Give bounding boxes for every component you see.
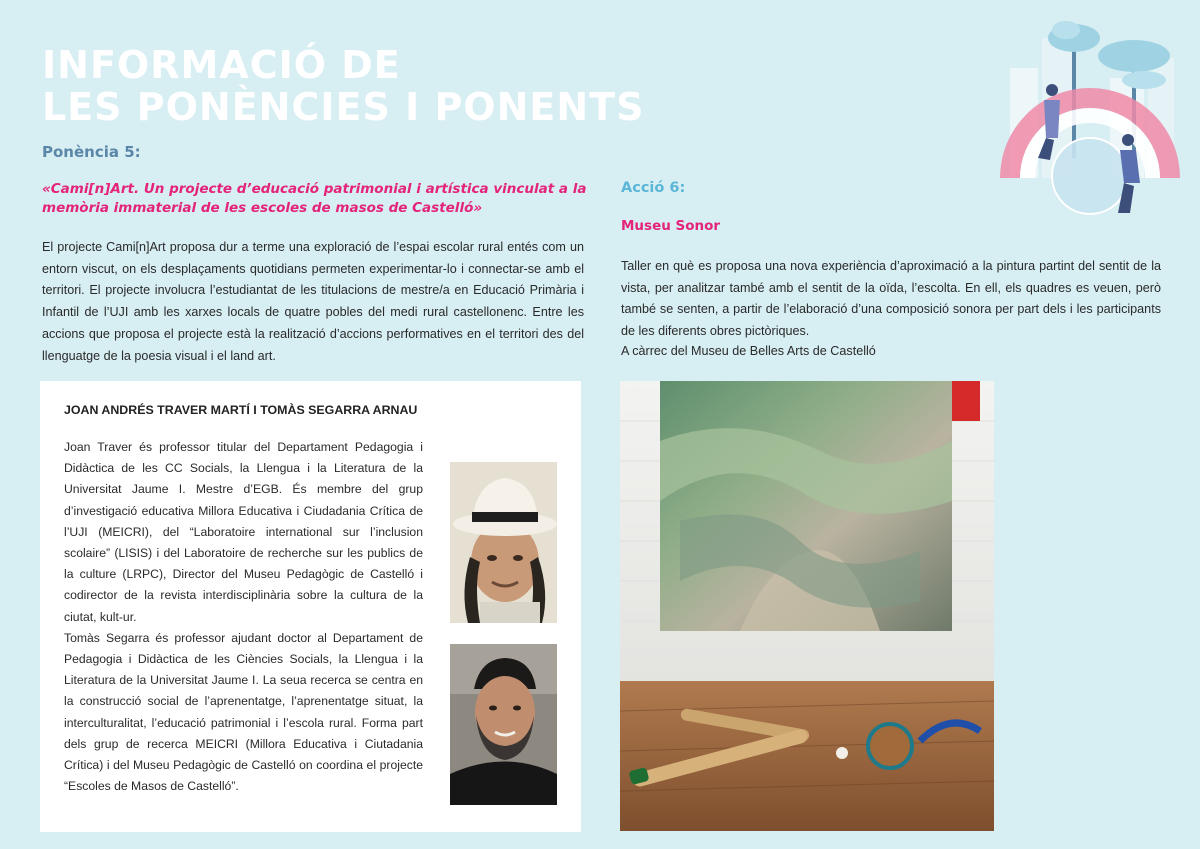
museum-painting-photo bbox=[620, 381, 994, 831]
page-title-line-2: LES PONÈNCIES I PONENTS bbox=[42, 85, 645, 129]
speaker-photo-segarra bbox=[450, 644, 557, 805]
speakers-bio-box bbox=[40, 381, 581, 832]
accio-title: Museu Sonor bbox=[621, 218, 721, 234]
speakers-bio-text bbox=[64, 437, 423, 797]
bio-paragraph-segarra: Tomàs Segarra és professor ajudant doctor al Departament de Pedagogia i Didàctica de les Ciències Socials, la Llengua i la Literatura de la Universitat Jaume I. La seua recerca se centra en la construcció social de l’aprenentatge, l’aprenentatge situat, la interculturalitat, l’educació patrimonial i l’escola rural. Forma part dels grup de recerca MEICRI (Millora Educativa i Ciutadania Crítica) i del Museu Pedagògic de Castelló on coordina el projecte “Escoles de Masos de Castelló”. bbox=[64, 630, 423, 794]
decorative-illustration bbox=[990, 8, 1190, 228]
bio-paragraph-traver: Joan Traver és professor titular del Departament Pedagogia i Didàctica de les CC Socials, la Llengua i la Literatura de la Universitat Jaume I. Mestre d’EGB. És membre del grup d’investigació educativa Millora Educativa i Ciudadania Crítica de l’UJI (MEICRI), del “Laboratoire international sur l’inclusion scolaire” (LISIS) i del Laboratoire de recherche sur les publics de la culture (LRPC), Director del Museu Pedagògic de Castelló i codirector de la revista interdisciplinària sobre la cultura de la ciutat, kult-ur. bbox=[64, 440, 423, 624]
speaker-photo-traver bbox=[450, 462, 557, 623]
page-title bbox=[42, 44, 644, 128]
speakers-heading: JOAN ANDRÉS TRAVER MARTÍ I TOMÀS SEGARRA ARNAU bbox=[64, 403, 418, 417]
accio-label: Acció 6: bbox=[621, 180, 686, 196]
ponencia-title: «Cami[n]Art. Un projecte d’educació patrimonial i artística vinculat a la memòria immaterial de les escoles de masos de Castelló» bbox=[42, 181, 587, 216]
accio-credit: A càrrec del Museu de Belles Arts de Castelló bbox=[621, 344, 876, 358]
page-title-line-1: INFORMACIÓ DE bbox=[42, 43, 401, 87]
accio-description: Taller en què es proposa una nova experiència d’aproximació a la pintura partint del sentit de la vista, per analitzar també amb el sentit de la oïda, l’escolta. En ell, els quadres es veuen, però també se senten, a partir de l’elaboració d’una composició sonora per part dels i les participants de les diferents obres pictòriques. bbox=[621, 259, 1161, 339]
ponencia-label: Ponència 5: bbox=[42, 143, 141, 161]
ponencia-description: El projecte Cami[n]Art proposa dur a terme una exploració de l’espai escolar rural entés com un entorn viscut, on els desplaçaments quotidians permeten experimentar-lo i connectar-se amb el territori. El projecte involucra l’estudiantat de les titulacions de mestre/a en Educació Primària i Infantil de l’UJI amb les xarxes locals de quatre pobles del medi rural castellonenc. Entre les accions que proposa el projecte està la realització d’accions performatives en el territori des del llenguatge de la poesia visual i el land art. bbox=[42, 240, 584, 363]
